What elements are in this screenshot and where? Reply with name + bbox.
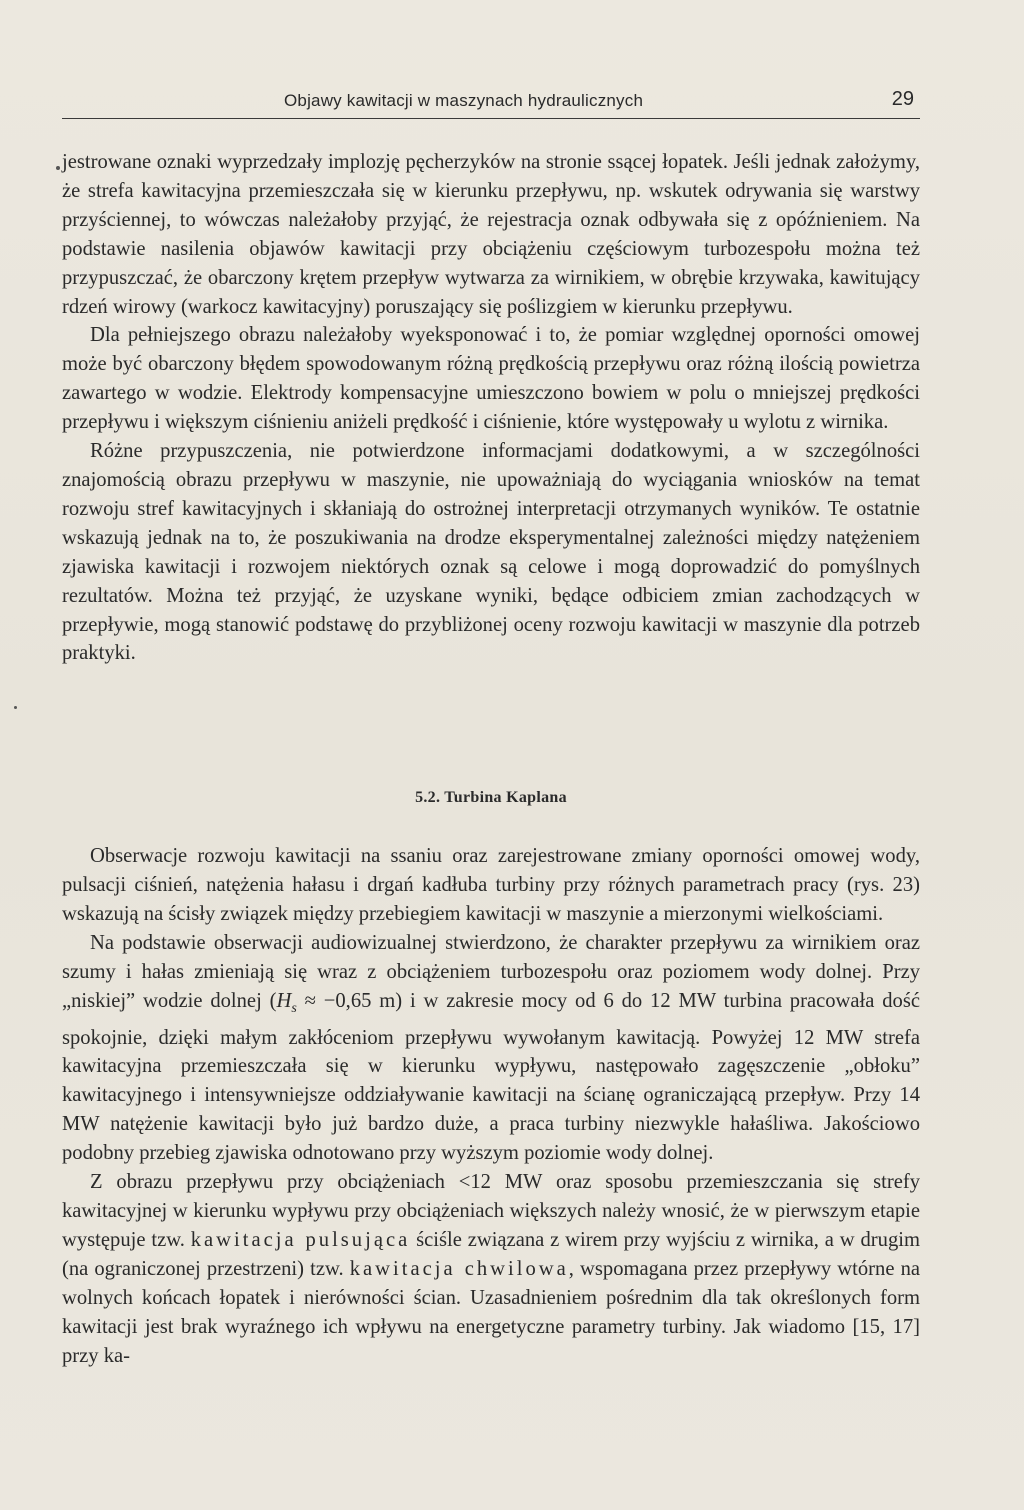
paragraph: jestrowane oznaki wyprzedzały implozję pęcherzyków na stronie ssącej łopatek. Jeśli jednak założymy, że strefa kawitacyjna przemieszczała się w kierunku przepływu, np. wskutek odrywania się warstwy przyściennej, to wówczas należałoby przyjąć, że rejestracja oznak odbywała się z opóźnieniem. Na podstawie nasilenia objawów kawitacji przy obciążeniu częściowym turbozespołu można też przypuszczać, że obarczony krętem przepływ wytwarza za wirnikiem, w obrębie krzywaka, kawitujący rdzeń wirowy (warkocz kawitacyjny) poruszający się poślizgiem w kierunku przepływu.: [62, 151, 920, 318]
text-block-section: [62, 842, 920, 1370]
text-run: Z obrazu przepływu przy obciążeniach <12 MW oraz sposobu przemieszczania się strefy kawitacyjnej w kierunku wypływu przy obciążeniach większych należy wnosić, że w pierwszym etapie występuje tzw.: [62, 1171, 920, 1251]
text-run: ściśle związana z wirem przy wyjściu z wirnika, a w drugim (na ograniczonej przestrzeni) tzw.: [62, 1228, 920, 1280]
page-number: 29: [891, 88, 914, 110]
paragraph: Dla pełniejszego obrazu należałoby wyeksponować i to, że pomiar względnej oporności omowej może być obarczony błędem spowodowanym różną prędkością przepływu oraz różną ilością powietrza zawartego w wodzie. Elektrody kompensacyjne umieszczono bowiem w polu o mniejszej prędkości przepływu i większym ciśnieniu aniżeli prędkość i ciśnienie, które występowały u wylotu z wirnika.: [62, 324, 920, 434]
running-header: [62, 88, 920, 119]
text-run: ≈ −0,65 m) i w zakresie mocy od 6 do 12 MW turbina pracowała dość spokojnie, dzięki małym zakłóceniom przepływu wywołanym kawitacją. Powyżej 12 MW strefa kawitacyjna przemieszczała się w kierunku wypływu, następowało zagęszczenie „obłoku” kawitacyjnego i intensywniejsze oddziaływanie kawitacji na ścianę ograniczającą przepływ. Przy 14 MW natężenie kawitacji było już bardzo duże, a praca turbiny niezwykle hałaśliwa. Jakościowo podobny przebieg zjawiska odnotowano przy wyższym poziomie wody dolnej.: [62, 989, 920, 1165]
math-subscript: s: [291, 1000, 297, 1016]
paragraph: Różne przypuszczenia, nie potwierdzone informacjami dodatkowymi, a w szczególności znajomością obrazu przepływu w maszynie, nie upoważniają do wyciągania wniosków na temat rozwoju stref kawitacyjnych i skłaniają do ostrożnej interpretacji otrzymanych wyników. Te ostatnie wskazują jednak na to, że poszukiwania na drodze eksperymentalnej zależności między natężeniem zjawiska kawitacji i rozwojem niektórych oznak są celowe i mogą doprowadzić do pomyślnych rezultatów. Można też przyjąć, że uzyskane wyniki, będące odbiciem zmian zachodzących w przepływie, mogą stanowić podstawę do przybliżonej oceny rozwoju kawitacji w maszynie dla potrzeb praktyki.: [62, 440, 920, 665]
margin-dot-mark: [56, 166, 60, 170]
paragraph: Obserwacje rozwoju kawitacji na ssaniu oraz zarejestrowane zmiany oporności omowej wody, pulsacji ciśnień, natężenia hałasu i drgań kadłuba turbiny przy różnych parametrach pracy (rys. 23) wskazują na ścisły związek między przebiegiem kawitacji w maszynie a mierzonymi wielkościami.: [62, 845, 920, 925]
text-run: , wspomagana przez przepływy wtórne na wolnych końcach łopatek i nierówności ścian. Uzasadnieniem pośrednim dla tak określonych form kawitacji jest brak wyraźnego ich wpływu na energetyczne parametry turbiny. Jak wiadomo [15, 17] przy ka-: [62, 1257, 921, 1367]
margin-dot-mark: [14, 706, 17, 709]
paragraph: [62, 929, 920, 1168]
text-block-top: [62, 148, 920, 668]
emphasized-term: kawitacja chwilowa: [349, 1257, 569, 1280]
header-title: Objawy kawitacji w maszynach hydraulicznych: [284, 91, 644, 110]
section-heading: 5.2. Turbina Kaplana: [415, 789, 567, 806]
math-symbol: H: [276, 989, 292, 1012]
emphasized-term: kawitacja pulsująca: [190, 1228, 411, 1251]
text-run: Na podstawie obserwacji audiowizualnej stwierdzono, że charakter przepływu za wirnikiem oraz szumy i hałas zmieniają się wraz z obciążeniem turbozespołu oraz poziomem wody dolnej. Przy „niskiej” wodzie dolnej (: [62, 931, 920, 1012]
paragraph: [62, 1168, 920, 1370]
